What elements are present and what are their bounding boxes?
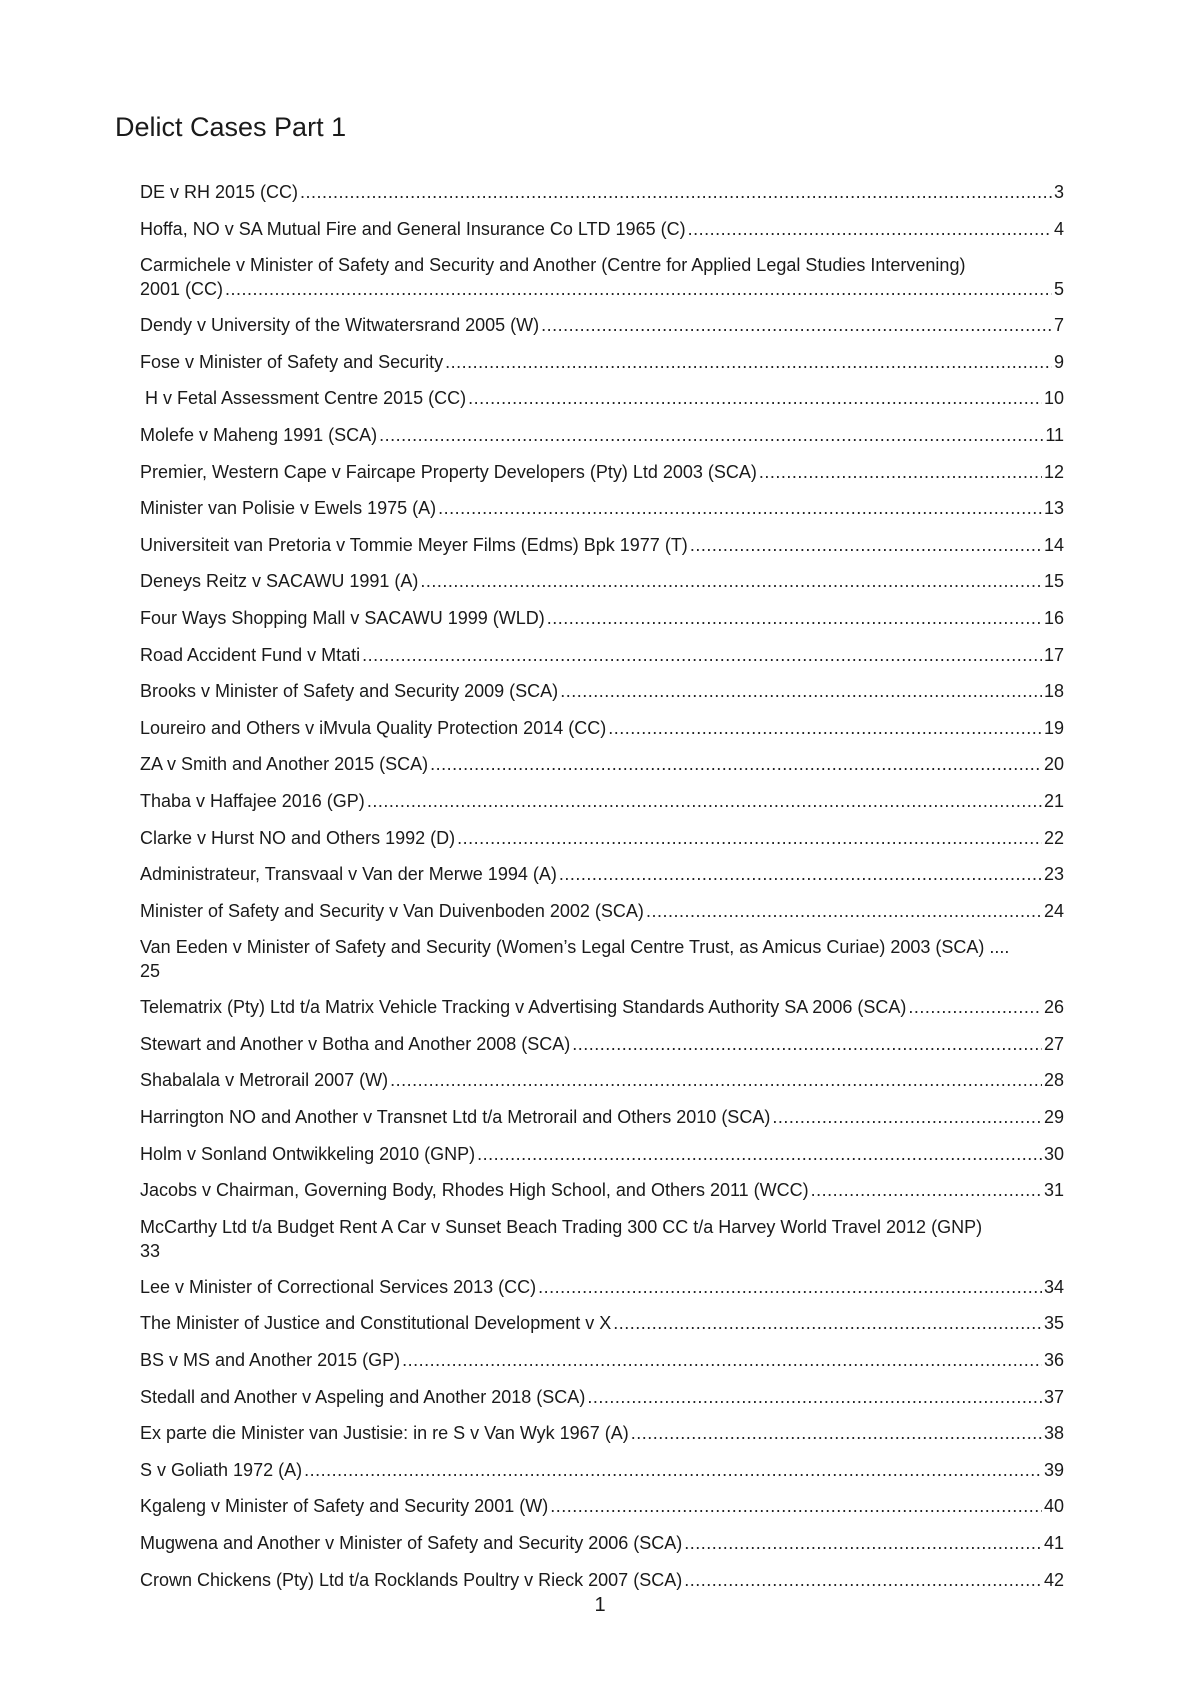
toc-page-number: 30 xyxy=(1043,1143,1064,1164)
toc-entry-title: Fose v Minister of Safety and Security xyxy=(140,351,444,372)
toc-page-number: 28 xyxy=(1043,1070,1064,1091)
toc-entry[interactable] xyxy=(140,679,1064,716)
dot-leader xyxy=(908,995,1042,1019)
toc-entry[interactable] xyxy=(140,180,1064,217)
dot-leader xyxy=(688,217,1052,241)
toc-entry-title: Kgaleng v Minister of Safety and Security 2001 (W) xyxy=(140,1496,549,1517)
toc-entry-line xyxy=(140,313,1064,337)
toc-entry-line xyxy=(140,1105,1064,1129)
toc-entry[interactable] xyxy=(140,1142,1064,1179)
toc-entry-line xyxy=(140,789,1064,813)
toc-page-number: 36 xyxy=(1043,1350,1064,1371)
toc-entry-line xyxy=(140,1531,1064,1555)
toc-entry-title: Road Accident Fund v Mtati xyxy=(140,644,361,665)
toc-entry[interactable] xyxy=(140,606,1064,643)
toc-entry-line xyxy=(140,1142,1064,1166)
toc-entry[interactable] xyxy=(140,935,1064,995)
toc-entry[interactable] xyxy=(140,1531,1064,1568)
toc-entry-title: Minister of Safety and Security v Van Duivenboden 2002 (SCA) xyxy=(140,900,644,921)
toc-entry-title: Thaba v Haffajee 2016 (GP) xyxy=(140,790,365,811)
toc-entry[interactable] xyxy=(140,643,1064,680)
toc-page-number: 38 xyxy=(1043,1423,1064,1444)
dot-leader xyxy=(547,606,1042,630)
toc-page-number: 37 xyxy=(1043,1386,1064,1407)
toc-entry-line xyxy=(140,679,1064,703)
toc-entry-line xyxy=(140,496,1064,520)
toc-entry-line xyxy=(140,1275,1064,1299)
toc-entry-title: Harrington NO and Another v Transnet Ltd t/a Metrorail and Others 2010 (SCA) xyxy=(140,1107,771,1128)
toc-entry[interactable] xyxy=(140,423,1064,460)
dot-leader xyxy=(759,460,1042,484)
toc-entry[interactable] xyxy=(140,217,1064,254)
dot-leader xyxy=(613,1311,1042,1335)
page-number: 1 xyxy=(594,1594,606,1616)
toc-entry-line xyxy=(140,1032,1064,1056)
toc-page-number: 19 xyxy=(1043,717,1064,738)
dot-leader xyxy=(379,423,1043,447)
toc-entry[interactable] xyxy=(140,1421,1064,1458)
toc-page-number: 20 xyxy=(1043,754,1064,775)
toc-entry[interactable] xyxy=(140,995,1064,1032)
toc-entry-title: Premier, Western Cape v Faircape Property Developers (Pty) Ltd 2003 (SCA) xyxy=(140,461,757,482)
toc-page-number: 16 xyxy=(1043,607,1064,628)
toc-page-number: 22 xyxy=(1043,827,1064,848)
toc-entry-title: Molefe v Maheng 1991 (SCA) xyxy=(140,424,378,445)
toc-entry-line xyxy=(140,1421,1064,1445)
toc-entry-title: Brooks v Minister of Safety and Security 2009 (SCA) xyxy=(140,681,559,702)
dot-leader xyxy=(690,533,1042,557)
toc-entry-title-line: McCarthy Ltd t/a Budget Rent A Car v Sunset Beach Trading 300 CC t/a Harvey World Travel 2012 (GNP) xyxy=(140,1216,983,1237)
dot-leader xyxy=(367,789,1042,813)
dot-leader xyxy=(772,1105,1042,1129)
dot-leader xyxy=(300,180,1052,204)
toc-page-number: 26 xyxy=(1043,997,1064,1018)
toc-entry-title: H v Fetal Assessment Centre 2015 (CC) xyxy=(140,388,467,409)
toc-entry-title: Four Ways Shopping Mall v SACAWU 1999 (WLD) xyxy=(140,607,545,628)
toc-entry-title: Holm v Sonland Ontwikkeling 2010 (GNP) xyxy=(140,1143,476,1164)
table-of-contents xyxy=(140,180,1064,1604)
toc-page-number: 35 xyxy=(1043,1313,1064,1334)
dot-leader xyxy=(646,899,1042,923)
toc-page-number: 10 xyxy=(1043,388,1064,409)
toc-entry-line xyxy=(140,1494,1064,1518)
toc-page-number: 24 xyxy=(1043,900,1064,921)
dot-leader xyxy=(559,862,1042,886)
toc-entry-title: Minister van Polisie v Ewels 1975 (A) xyxy=(140,498,437,519)
toc-entry[interactable] xyxy=(140,1275,1064,1312)
toc-entry-line xyxy=(140,1239,1064,1263)
toc-entry[interactable] xyxy=(140,569,1064,606)
dot-leader xyxy=(362,643,1042,667)
toc-page-number: 42 xyxy=(1043,1569,1064,1590)
toc-entry[interactable] xyxy=(140,862,1064,899)
toc-entry-title: Dendy v University of the Witwatersrand 2005 (W) xyxy=(140,315,540,336)
toc-entry-line xyxy=(140,350,1064,374)
toc-entry-line xyxy=(140,180,1064,204)
toc-entry[interactable] xyxy=(140,1385,1064,1422)
toc-entry-line xyxy=(140,752,1064,776)
toc-entry[interactable] xyxy=(140,716,1064,753)
toc-page-number: 12 xyxy=(1043,461,1064,482)
toc-page-number: 21 xyxy=(1043,790,1064,811)
toc-entry-line xyxy=(140,959,1064,983)
toc-entry-line xyxy=(140,460,1064,484)
toc-page-number: 3 xyxy=(1053,182,1064,202)
dot-leader xyxy=(445,350,1052,374)
toc-page-number: 7 xyxy=(1053,315,1064,336)
toc-entry-line xyxy=(140,277,1064,301)
toc-entry-title: Loureiro and Others v iMvula Quality Protection 2014 (CC) xyxy=(140,717,607,738)
toc-entry-title: Clarke v Hurst NO and Others 1992 (D) xyxy=(140,827,456,848)
toc-entry-title: DE v RH 2015 (CC) xyxy=(140,182,299,202)
toc-page-number: 5 xyxy=(1053,279,1064,300)
toc-entry-line xyxy=(140,606,1064,630)
toc-entry-title: Administrateur, Transvaal v Van der Merwe 1994 (A) xyxy=(140,864,557,885)
toc-entry[interactable] xyxy=(140,789,1064,826)
dot-leader xyxy=(560,679,1042,703)
toc-entry-line xyxy=(140,1311,1064,1335)
toc-entry[interactable] xyxy=(140,253,1064,313)
toc-entry-line xyxy=(140,1348,1064,1372)
dot-leader xyxy=(457,826,1042,850)
toc-entry[interactable] xyxy=(140,1068,1064,1105)
toc-entry-line xyxy=(140,1178,1064,1202)
toc-entry-line xyxy=(140,643,1064,667)
toc-entry-title: Crown Chickens (Pty) Ltd t/a Rocklands Poultry v Rieck 2007 (SCA) xyxy=(140,1569,683,1590)
toc-entry[interactable] xyxy=(140,386,1064,423)
toc-entry[interactable] xyxy=(140,899,1064,936)
toc-entry-line xyxy=(140,716,1064,740)
toc-entry[interactable] xyxy=(140,533,1064,570)
toc-page-number: 14 xyxy=(1043,534,1064,555)
toc-entry-line xyxy=(140,386,1064,410)
toc-entry-title: Universiteit van Pretoria v Tommie Meyer Films (Edms) Bpk 1977 (T) xyxy=(140,534,688,555)
toc-entry-line xyxy=(140,1068,1064,1092)
dot-leader xyxy=(402,1348,1042,1372)
toc-entry[interactable] xyxy=(140,1348,1064,1385)
dot-leader xyxy=(541,313,1052,337)
toc-page-number: 27 xyxy=(1043,1033,1064,1054)
toc-entry[interactable] xyxy=(140,1032,1064,1069)
toc-entry-line xyxy=(140,826,1064,850)
dot-leader xyxy=(572,1032,1042,1056)
toc-entry[interactable] xyxy=(140,1311,1064,1348)
toc-entry-title: Ex parte die Minister van Justisie: in re S v Van Wyk 1967 (A) xyxy=(140,1423,629,1444)
toc-entry-title: ZA v Smith and Another 2015 (SCA) xyxy=(140,754,429,775)
toc-entry[interactable] xyxy=(140,752,1064,789)
toc-entry-title: 25 xyxy=(140,961,161,982)
toc-entry-title: Jacobs v Chairman, Governing Body, Rhodes High School, and Others 2011 (WCC) xyxy=(140,1180,809,1201)
toc-entry-line xyxy=(140,862,1064,886)
toc-entry[interactable] xyxy=(140,826,1064,863)
dot-leader xyxy=(631,1421,1042,1445)
toc-page-number: 29 xyxy=(1043,1107,1064,1128)
toc-entry-line xyxy=(140,217,1064,241)
toc-entry-title: Stewart and Another v Botha and Another 2008 (SCA) xyxy=(140,1033,571,1054)
toc-page-number: 40 xyxy=(1043,1496,1064,1517)
toc-entry[interactable] xyxy=(140,1215,1064,1275)
toc-entry-line xyxy=(140,899,1064,923)
dot-leader xyxy=(538,1275,1042,1299)
toc-entry-line xyxy=(140,1568,1064,1592)
toc-entry-title: Mugwena and Another v Minister of Safety and Security 2006 (SCA) xyxy=(140,1533,683,1553)
dot-leader xyxy=(550,1494,1042,1518)
toc-entry[interactable] xyxy=(140,1178,1064,1215)
dot-leader xyxy=(587,1385,1042,1409)
toc-entry-title: BS v MS and Another 2015 (GP) xyxy=(140,1350,401,1371)
toc-page-number: 23 xyxy=(1043,864,1064,885)
dot-leader xyxy=(608,716,1042,740)
toc-entry-title: Shabalala v Metrorail 2007 (W) xyxy=(140,1070,389,1091)
document-title: Delict Cases Part 1 xyxy=(115,112,347,142)
toc-entry[interactable] xyxy=(140,1105,1064,1142)
toc-entry[interactable] xyxy=(140,313,1064,350)
toc-entry-title: Lee v Minister of Correctional Services 2013 (CC) xyxy=(140,1276,537,1297)
toc-page-number: 9 xyxy=(1053,351,1064,372)
dot-leader xyxy=(438,496,1042,520)
toc-entry[interactable] xyxy=(140,460,1064,497)
toc-entry-title: S v Goliath 1972 (A) xyxy=(140,1459,303,1480)
dot-leader xyxy=(430,752,1042,776)
toc-page-number: 13 xyxy=(1043,498,1064,519)
toc-entry-title-line: Carmichele v Minister of Safety and Security and Another (Centre for Applied Legal Studies Intervening) xyxy=(140,255,966,276)
toc-page-number: 34 xyxy=(1043,1276,1064,1297)
toc-entry-line xyxy=(140,1385,1064,1409)
toc-entry-line xyxy=(140,533,1064,557)
toc-page-number: 39 xyxy=(1043,1459,1064,1480)
toc-page-number: 41 xyxy=(1043,1533,1064,1553)
dot-leader xyxy=(420,569,1042,593)
toc-page-number: 4 xyxy=(1053,218,1064,239)
toc-entry[interactable] xyxy=(140,496,1064,533)
toc-page-number: 17 xyxy=(1043,644,1064,665)
toc-entry-title: The Minister of Justice and Constitutional Development v X xyxy=(140,1313,612,1334)
dot-leader xyxy=(811,1178,1042,1202)
toc-page-number: 18 xyxy=(1043,681,1064,702)
toc-page-number: 11 xyxy=(1045,424,1064,445)
dot-leader xyxy=(684,1568,1042,1592)
dot-leader xyxy=(225,277,1052,301)
toc-entry-line xyxy=(140,569,1064,593)
toc-entry-title: 2001 (CC) xyxy=(140,279,224,300)
dot-leader xyxy=(468,386,1042,410)
toc-entry[interactable] xyxy=(140,1494,1064,1531)
dot-leader xyxy=(304,1458,1042,1482)
toc-entry[interactable] xyxy=(140,1458,1064,1495)
toc-entry-title: Deneys Reitz v SACAWU 1991 (A) xyxy=(140,571,419,592)
toc-entry-line xyxy=(140,423,1064,447)
toc-entry-title: 33 xyxy=(140,1240,161,1261)
toc-entry-title: Hoffa, NO v SA Mutual Fire and General Insurance Co LTD 1965 (C) xyxy=(140,218,686,239)
toc-page-number: 31 xyxy=(1043,1180,1064,1201)
dot-leader xyxy=(390,1068,1042,1092)
toc-entry-line xyxy=(140,995,1064,1019)
toc-entry-title: Stedall and Another v Aspeling and Another 2018 (SCA) xyxy=(140,1386,586,1407)
toc-entry-title-line: Van Eeden v Minister of Safety and Security (Women’s Legal Centre Trust, as Amicus Curiae) 2003 (SCA) .... xyxy=(140,937,1010,958)
dot-leader xyxy=(684,1531,1042,1555)
dot-leader xyxy=(477,1142,1042,1166)
toc-entry-line xyxy=(140,1458,1064,1482)
toc-entry[interactable] xyxy=(140,350,1064,387)
toc-page-number: 15 xyxy=(1043,571,1064,592)
toc-entry-title: Telematrix (Pty) Ltd t/a Matrix Vehicle Tracking v Advertising Standards Authority SA 2006 (SCA) xyxy=(140,997,907,1018)
